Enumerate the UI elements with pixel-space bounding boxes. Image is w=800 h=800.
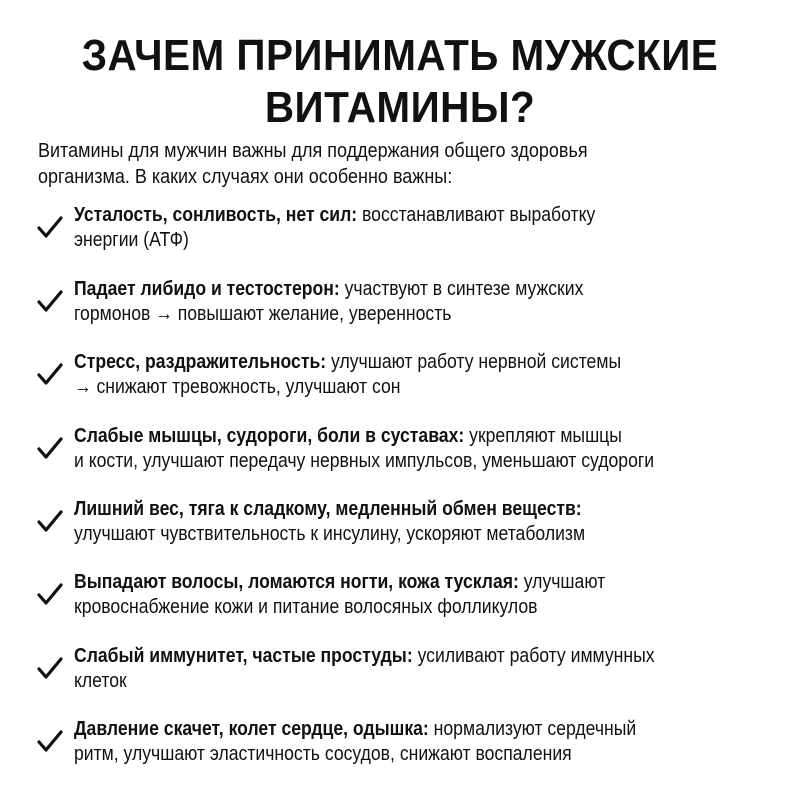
- list-item-body: усиливают работу иммунных: [412, 645, 655, 667]
- list-item-body: участвуют в синтезе мужских: [339, 278, 584, 300]
- list-item-body-cont: гормонов → повышают желание, уверенность: [74, 303, 452, 325]
- list-item-body-cont: энергии (АТФ): [74, 229, 189, 251]
- list-item-body-cont: → снижают тревожность, улучшают сон: [74, 376, 401, 398]
- list-item-body: укрепляют мышцы: [464, 425, 622, 447]
- intro-line-1: Витамины для мужчин важны для поддержания общего здоровья: [38, 140, 588, 162]
- check-icon: [36, 507, 64, 535]
- list-item-body: восстанавливают выработку: [357, 204, 596, 226]
- list-item-body-cont: и кости, улучшают передачу нервных импульсов, уменьшают судороги: [74, 450, 655, 472]
- list-item-text: [74, 277, 743, 327]
- check-icon: [36, 360, 64, 388]
- list-item-heading: Усталость, сонливость, нет сил:: [74, 204, 358, 226]
- list-item-text: [74, 644, 743, 694]
- list-item-text: [74, 570, 743, 620]
- check-icon: [36, 654, 64, 682]
- list-item-body-cont: ритм, улучшают эластичность сосудов, снижают воспаления: [74, 743, 572, 765]
- list-item-body: нормализуют сердечный: [428, 718, 637, 740]
- check-icon: [36, 580, 64, 608]
- check-icon: [36, 287, 64, 315]
- list-item-heading: Давление скачет, колет сердце, одышка:: [74, 718, 429, 740]
- list-item-heading: Падает либидо и тестостерон:: [74, 278, 340, 300]
- list-item-text: [74, 203, 743, 253]
- check-icon: [36, 434, 64, 462]
- list-item-body-cont: улучшают чувствительность к инсулину, ускоряют метаболизм: [74, 523, 586, 545]
- list-item-heading: Слабый иммунитет, частые простуды:: [74, 645, 413, 667]
- list-item-text: [74, 424, 743, 474]
- check-icon: [36, 213, 64, 241]
- intro-paragraph: [38, 138, 704, 190]
- intro-line-2: организма. В каких случаях они особенно важны:: [38, 166, 453, 188]
- list-item-body: улучшают работу нервной системы: [326, 351, 622, 373]
- title-line-2: ВИТАМИНЫ?: [264, 83, 536, 132]
- list-item-heading: Стресс, раздражительность:: [74, 351, 327, 373]
- list-item-text: [74, 717, 743, 767]
- list-item-heading: Слабые мышцы, судороги, боли в суставах:: [74, 425, 465, 447]
- list-item-body: улучшают: [518, 571, 606, 593]
- title-line-1: ЗАЧЕМ ПРИНИМАТЬ МУЖСКИЕ: [81, 31, 719, 80]
- list-item-text: [74, 350, 743, 400]
- list-item-text: [74, 497, 743, 547]
- list-item-heading: Выпадают волосы, ломаются ногти, кожа тусклая:: [74, 571, 519, 593]
- check-icon: [36, 727, 64, 755]
- list-item-body-cont: клеток: [74, 670, 127, 692]
- list-item-body-cont: кровоснабжение кожи и питание волосяных фолликулов: [74, 596, 538, 618]
- page-title: [32, 30, 768, 134]
- list-item-heading: Лишний вес, тяга к сладкому, медленный обмен веществ:: [74, 498, 582, 520]
